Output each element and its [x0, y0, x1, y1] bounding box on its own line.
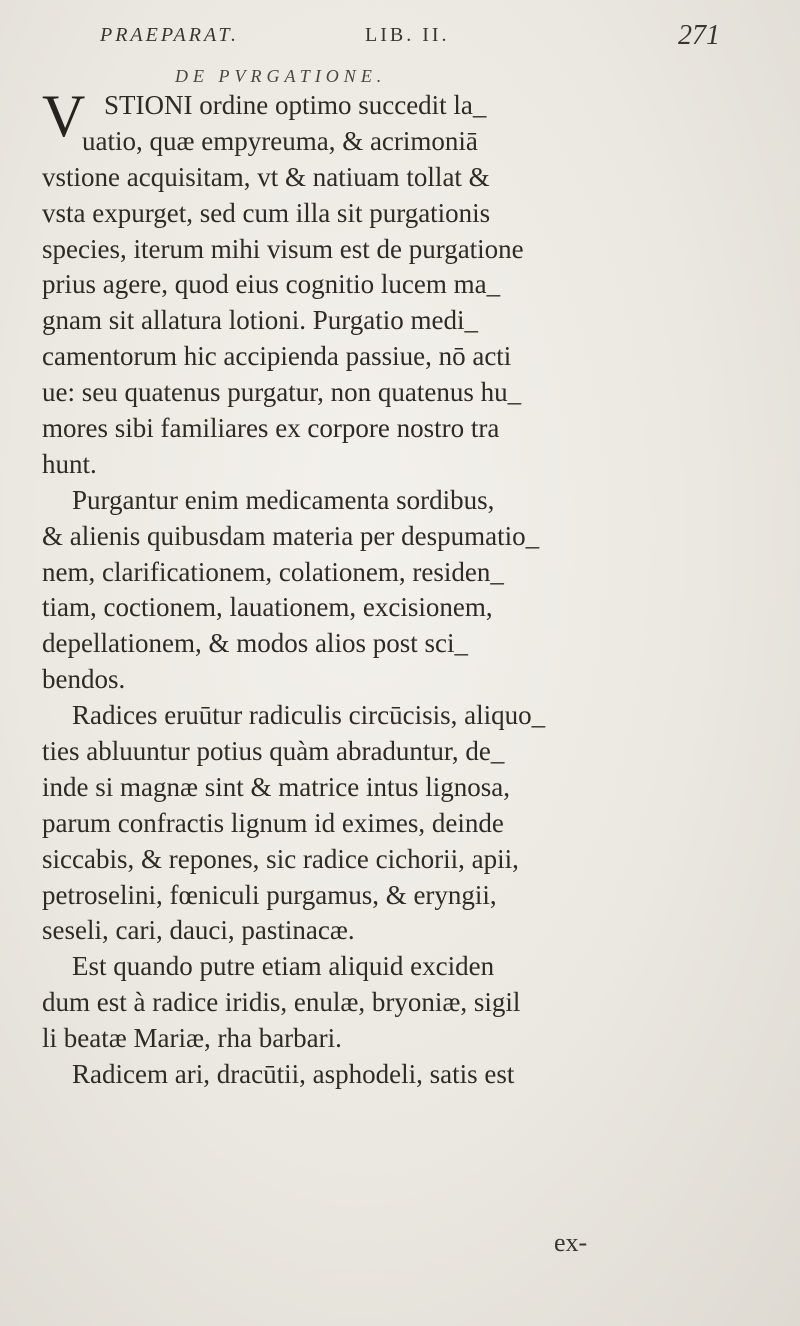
text-line: tiam, coctionem, lauationem, excisionem, [42, 592, 493, 623]
text-line: vstione acquisitam, vt & natiuam tollat & [42, 161, 490, 192]
catchword: ex- [554, 1228, 588, 1257]
text-line: li beatæ Mariæ, rha barbari. [42, 1023, 342, 1054]
book-number: LIB. II. [365, 24, 450, 46]
paragraph-start: Est quando putre etiam aliquid exciden [72, 951, 495, 982]
text-line: depellationem, & modos alios post sci_ [42, 628, 468, 659]
text-line: hunt. [42, 448, 97, 479]
text-line: seseli, cari, dauci, pastinacæ. [42, 915, 355, 946]
text-line: mores sibi familiares ex corpore nostro tra [42, 413, 500, 444]
text-line: camentorum hic accipienda passiue, nō acti [42, 341, 512, 372]
text-line: & alienis quibusdam materia per despumatio_ [42, 520, 540, 551]
text-line: inde si magnæ sint & matrice intus lignosa, [42, 771, 510, 802]
text-line: prius agere, quod eius cognitio lucem ma_ [42, 269, 501, 300]
drop-cap: V [42, 83, 86, 149]
paragraph-start: Purgantur enim medicamenta sordibus, [72, 484, 495, 515]
page-number: 271 [678, 20, 720, 51]
text-line: parum confractis lignum id eximes, deinde [42, 807, 504, 838]
line-text: STIONI ordine optimo succedit la_ [104, 90, 487, 120]
text-line: dum est à radice iridis, enulæ, bryoniæ, sigil [42, 987, 521, 1018]
text-line: vsta expurget, sed cum illa sit purgationis [42, 197, 491, 228]
body-text [42, 83, 602, 1093]
text-line: ue: seu quatenus purgatur, non quatenus hu_ [42, 377, 522, 408]
paragraph-start: Radices eruūtur radiculis circūcisis, aliquo_ [72, 700, 546, 731]
text-line: species, iterum mihi visum est de purgatione [42, 233, 524, 264]
text-line: nem, clarificationem, colationem, residen_ [42, 556, 504, 587]
section-heading: DE PVRGATIONE. [175, 66, 387, 86]
text-line: ties abluuntur potius quàm abraduntur, de_ [42, 736, 505, 767]
running-head [100, 20, 720, 54]
paragraph-start: Radicem ari, dracūtii, asphodeli, satis est [72, 1059, 515, 1090]
text-line: petroselini, fœniculi purgamus, & eryngii, [42, 879, 497, 910]
text-line: gnam sit allatura lotioni. Purgatio medi_ [42, 305, 478, 336]
text-line: bendos. [42, 664, 126, 695]
text-line: siccabis, & repones, sic radice cichorii, apii, [42, 843, 519, 874]
text-line: uatio, quæ empyreuma, & acrimoniā [82, 125, 478, 156]
running-title: PRAEPARAT. [100, 24, 240, 46]
